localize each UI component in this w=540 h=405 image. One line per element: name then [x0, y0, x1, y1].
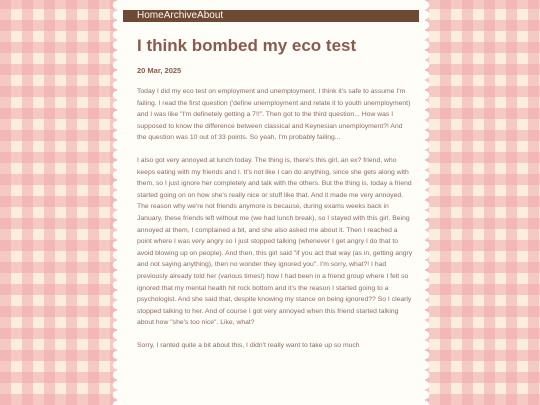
nav-home-link[interactable]: Home [137, 10, 164, 21]
post-paragraph: Sorry, I ranted quite a bit about this, I didn't really want to take up so much [137, 341, 360, 349]
post-paragraph: I also got very annoyed at lunch today. The thing is, there's this girl, an ex? friend, who keeps eating with my friends and I. It's not like I can do anything, since she gets along with them, so I just ignore her completely and talk with the others. But the thing is, today a friend started going on on how she's really nice or stuff like that. And it made me very annoyed. The reason why we're not friends anymore is because, during exams weeks back in January, these friends left without me (we had lunch break), so I stayed with this girl. Being annoyed at them, I complained a bit, and she also asked me about it. Then I reached a point where I was very angry so I just stopped talking (whenever I get angry I do that to avoid blowing up on people). And then, this girl said "if you act that way (as in, getting angry and not saying anything), then no wonder they ignored you". I'm sorry, what?! I had previously already told her (various times!) how I had been in a friend group where I felt so ignored that my mental health hit rock bottom and it's the reason I started going to a psychologist. And she said that, despite knowing my stance on being ignored?? So I clearly stopped talking to her. And of course I got very annoyed when this friend started talking about how "she's too nice". Like, what? [137, 156, 413, 327]
nav-about-link[interactable]: About [197, 10, 224, 21]
nav-archive-link[interactable]: Archive [163, 10, 198, 21]
post-content [137, 36, 413, 351]
scallop-border-left [112, 0, 122, 405]
post-paragraph: Today I did my eco test on employment and unemployment. I think it's safe to assume I'm failing. I read the first question ('define unemployment and relate it to youth unemployment) and I was like "I'm definetely getting a 7!!". Then got to the third question... How was I supposed to know the difference between classical and Keynesian unemployment?! And the question was 10 out of 33 points. So yeah, I'm probably failing... [137, 88, 411, 142]
top-nav [123, 10, 419, 22]
post-title: I think bombed my eco test [137, 36, 357, 55]
post-date: 20 Mar, 2025 [137, 66, 182, 75]
scallop-border-right [420, 0, 430, 405]
